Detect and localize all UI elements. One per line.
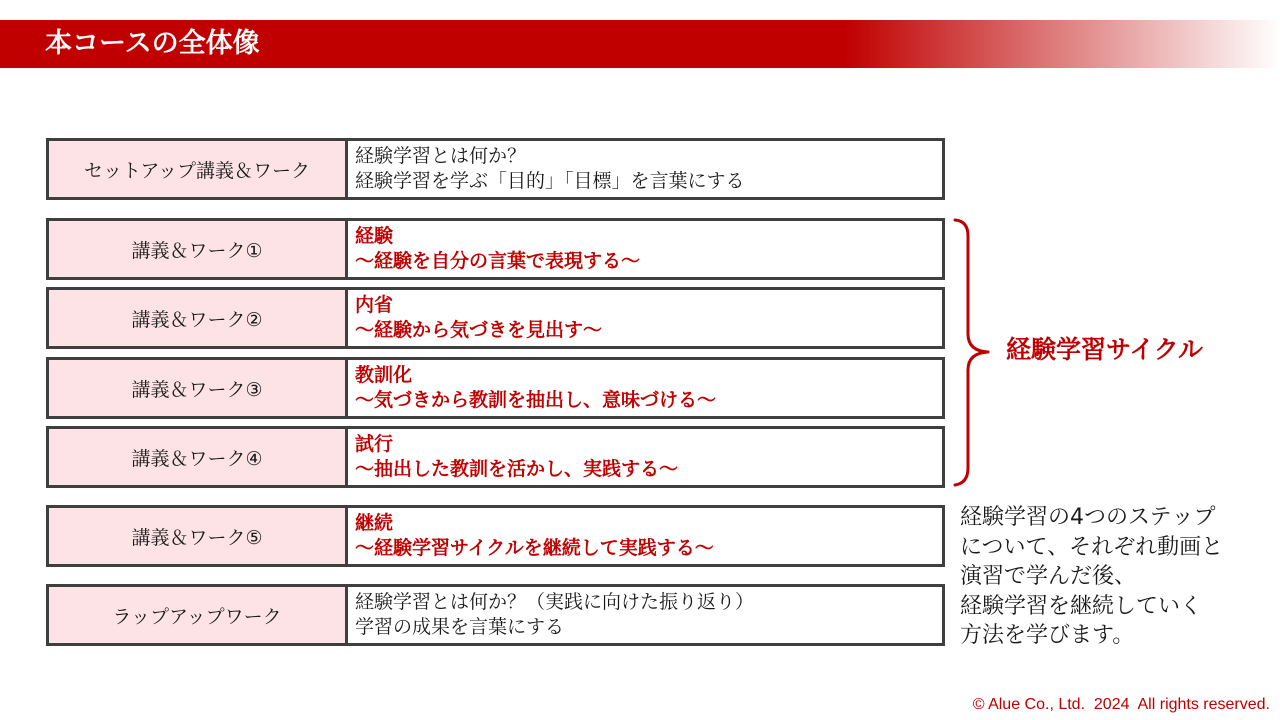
- row-subtitle: ～抽出した教訓を活かし、実践する～: [355, 458, 679, 480]
- row-label: ラップアップワーク: [49, 587, 348, 643]
- row-title: 教訓化: [355, 364, 413, 386]
- course-row-work-2: [46, 287, 945, 349]
- row-title: 経験学習とは何か？（実践に向けた振り返り）: [355, 591, 755, 613]
- brace-path: [955, 220, 988, 485]
- cycle-label: 経験学習サイクル: [1006, 335, 1204, 364]
- row-label: 講義＆ワーク⑤: [49, 508, 348, 564]
- course-row-work-5: [46, 505, 945, 567]
- description-line: 演習で学んだ後、: [960, 564, 1137, 589]
- row-subtitle: ～経験学習サイクルを継続して実践する～: [355, 537, 714, 559]
- row-title: 試行: [355, 433, 394, 455]
- row-subtitle: 経験学習を学ぶ「目的」「目標」を言葉にする: [355, 170, 745, 192]
- row-content: [348, 508, 942, 564]
- row-title: 経験学習とは何か？: [355, 145, 527, 167]
- page-title: 本コースの全体像: [45, 28, 260, 59]
- curly-brace-icon: [945, 212, 995, 492]
- row-label: 講義＆ワーク①: [49, 221, 348, 277]
- row-content: [348, 429, 942, 485]
- copyright-notice: © Alue Co., Ltd. 2024 All rights reserved.: [972, 696, 1270, 713]
- description-line: について、それぞれ動画と: [960, 534, 1224, 560]
- description: [960, 503, 1260, 651]
- course-row-setup: [46, 138, 945, 200]
- row-title: 経験: [355, 225, 394, 247]
- row-content: [348, 141, 942, 197]
- course-row-work-1: [46, 218, 945, 280]
- description-line: 経験学習の4つのステップ: [960, 505, 1216, 530]
- course-row-wrapup: [46, 584, 945, 646]
- course-row-work-4: [46, 426, 945, 488]
- row-subtitle: 学習の成果を言葉にする: [355, 616, 565, 638]
- row-subtitle: ～経験から気づきを見出す～: [355, 319, 603, 341]
- course-row-work-3: [46, 357, 945, 419]
- row-label: 講義＆ワーク④: [49, 429, 348, 485]
- row-content: [348, 360, 942, 416]
- row-content: [348, 290, 942, 346]
- row-content: [348, 587, 942, 643]
- row-subtitle: ～経験を自分の言葉で表現する～: [355, 250, 641, 272]
- row-subtitle: ～気づきから教訓を抽出し、意味づける～: [355, 389, 717, 411]
- row-title: 継続: [355, 512, 394, 534]
- description-line: 経験学習を継続していく: [960, 593, 1203, 619]
- description-line: 方法を学びます。: [960, 623, 1135, 648]
- row-content: [348, 221, 942, 277]
- row-title: 内省: [355, 294, 394, 316]
- row-label: 講義＆ワーク③: [49, 360, 348, 416]
- row-label: 講義＆ワーク②: [49, 290, 348, 346]
- title-bar: [0, 20, 1280, 68]
- row-label: セットアップ講義＆ワーク: [49, 141, 348, 197]
